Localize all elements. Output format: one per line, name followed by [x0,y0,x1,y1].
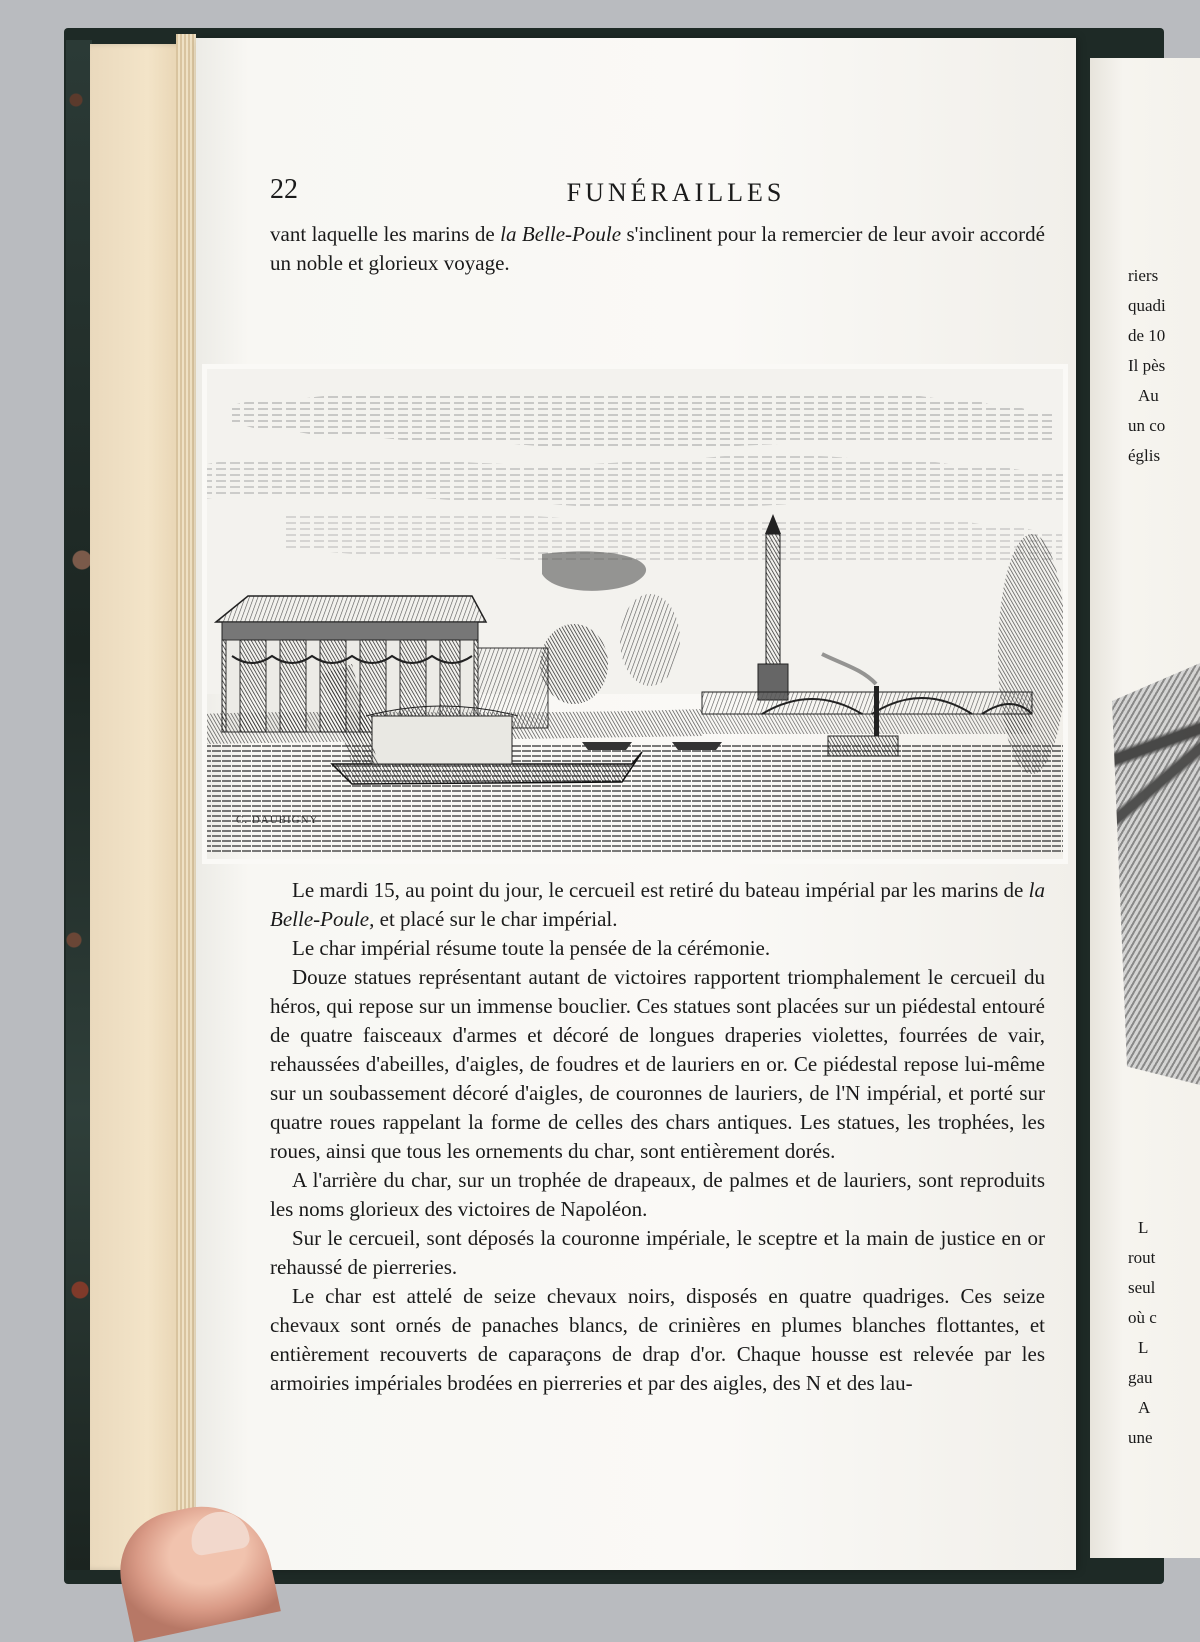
facing-text-fragment: rout [1128,1248,1156,1267]
paragraph: Le char impérial résume toute la pensée de la cérémonie. [292,936,771,960]
endpaper [90,44,186,1570]
tree [540,624,608,704]
temple-entablature [222,622,478,640]
intro-paragraph [270,220,1045,278]
paragraph-text: Le mardi 15, au point du jour, le cercueil est retiré du bateau impérial par les marins de [292,878,1029,902]
bridge-deck [702,692,1032,714]
facing-text-fragment: gau [1128,1368,1153,1387]
book-page [196,38,1076,1570]
facing-text-fragment: un co [1128,416,1166,435]
intro-text-start: vant laquelle les marins de [270,222,501,246]
bridge-piers [702,714,1032,734]
facing-text-fragment: de 10 [1128,326,1166,345]
tree [620,594,680,686]
paragraph: Sur le cercueil, sont déposés la couronne impériale, le sceptre et la main de justice en or rehaussé de pierreries. [270,1226,1045,1279]
paragraph: A l'arrière du char, sur un trophée de drapeaux, de palmes et de lauriers, sont reproduits les noms glorieux des victoires de Napoléon. [270,1168,1045,1221]
facing-text-fragment: quadi [1128,296,1166,315]
paragraph: Douze statues représentant autant de victoires rapportent triomphalement le cercueil du héros, qui repose sur un immense bouclier. Ces statues sont placées sur un piédestal entouré de quatre faisceaux d'armes et décoré de longues draperies violettes, fourrées de vair, rehaussées d'abeilles, d'aigles, de foudres et de lauriers en or. Ce piédestal repose lui-même sur un soubassement décoré d'aigles, de couronnes de lauriers, de l'N impérial, et porté sur quatre roues rappelant la forme de celles des chars antiques. Les statues, les trophées, les roues, ainsi que tous les ornements du char, sont entièrement dorés. [270,965,1045,1163]
small-boat [672,742,722,750]
paragraph: Le char est attelé de seize chevaux noirs, disposés en quatre quadriges. Ces seize chevaux sont ornés de panaches blancs, de crinières en plumes blanches flottantes, et entièrement recouverts de caparaçons de drap d'or. Chaque housse est relevée par les armoiries impériales brodées en pierreries et par des aigles, des N et des lau- [270,1284,1045,1395]
facing-page [1090,58,1200,1558]
tree [998,534,1066,774]
intro-text-end: s'inclinent pour la remercier de leur avoir accordé un noble et glorieux voyage. [270,222,1045,275]
facing-text-fragment: L [1138,1218,1149,1237]
page-edges [176,34,196,1570]
facing-text-fragment: seul [1128,1278,1156,1297]
facing-text-fragment: une [1128,1428,1153,1447]
facing-illustration [1112,658,1200,1088]
commemorative-column [766,534,780,684]
facing-text-fragment: L [1138,1338,1149,1357]
facing-text-fragment: où c [1128,1308,1157,1327]
facing-text-fragment: riers [1128,266,1159,285]
steamboat [828,736,898,756]
page-number: 22 [270,174,298,205]
temple-pediment [216,596,486,622]
facing-text-fragment: A [1138,1398,1151,1417]
facing-text-fragment: Au [1138,386,1159,405]
marbled-board [66,40,92,1570]
running-head: FUNÉRAILLES [566,178,786,207]
steamboat-funnel [874,686,879,736]
artist-signature: C. DAUBIGNY [236,814,319,826]
paragraph [270,876,1045,934]
body-text [270,876,1045,1398]
facing-text-fragment: églis [1128,446,1161,465]
small-boat [582,742,632,750]
ship-name: la Belle-Poule, [270,878,1045,931]
engraving-illustration [202,364,1068,864]
ship-name: la Belle-Poule [500,222,622,246]
barge-pavilion [372,716,512,764]
paragraph-text: et placé sur le char impérial. [374,907,618,931]
facing-text-fragment: Il pès [1128,356,1166,375]
